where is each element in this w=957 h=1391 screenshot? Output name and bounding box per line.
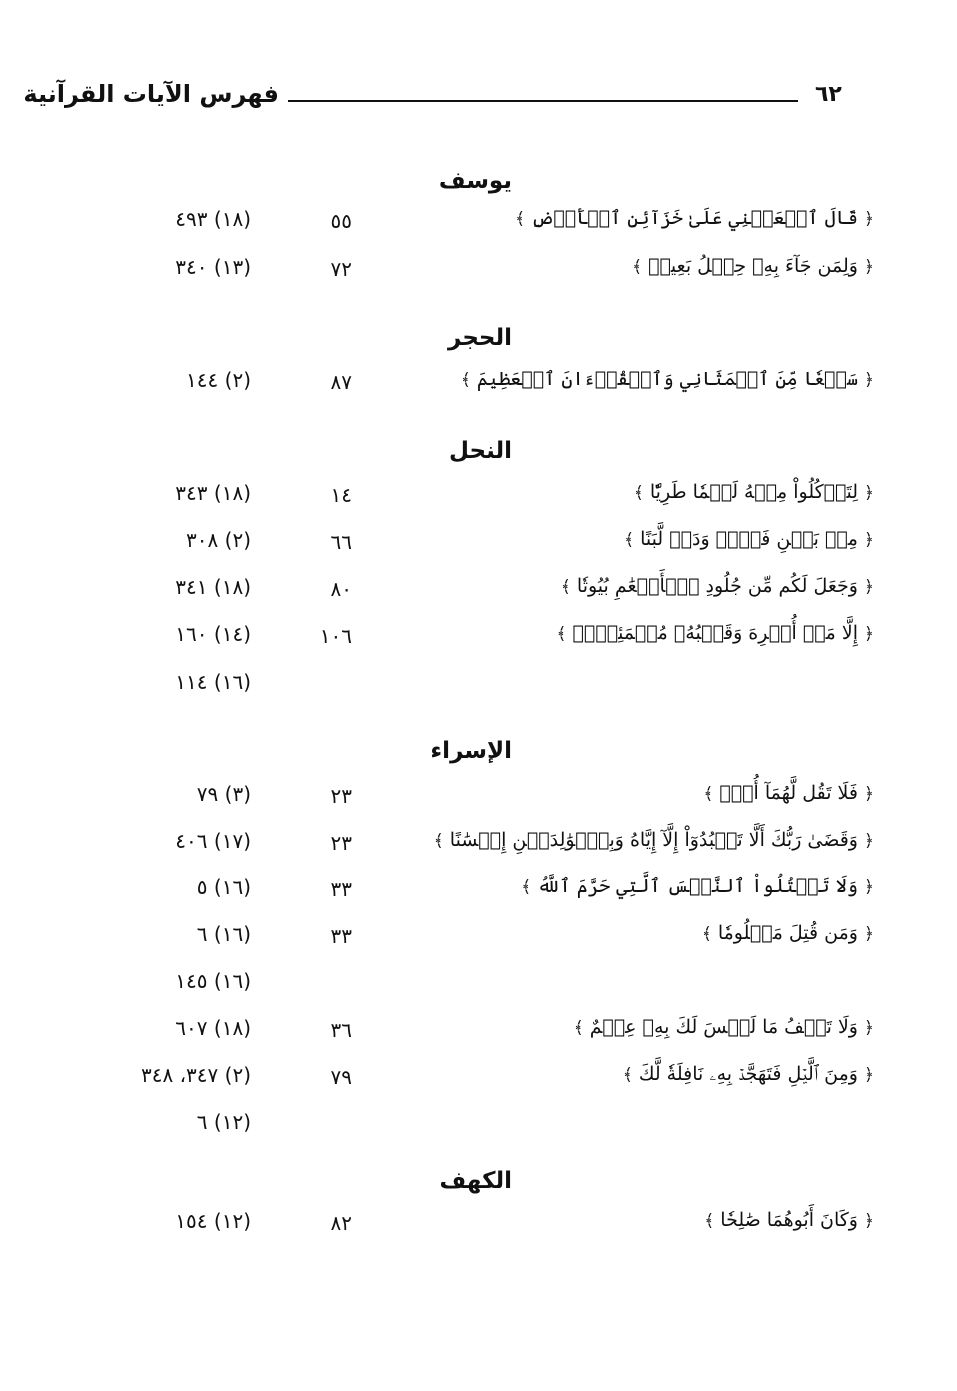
page-reference: (١٨) ٤٩٣ [175,207,251,231]
page-reference: (١٨) ٣٤٣ [175,481,251,505]
surah-title-yusuf: يوسف [438,168,512,194]
aya-number: ٧٩ [330,1065,352,1089]
verse-text [632,255,874,277]
open-bracket: ﴿ [864,1018,874,1038]
verse-text [703,782,874,804]
page-reference: (١٦) ١١٤ [175,670,251,694]
close-bracket: ﴾ [704,1211,715,1231]
verse-words: وَلَا تَقۡتُلُواْ ٱلنَّفۡسَ ٱلَّتِي حَرَّمَ ٱللَّهُ [537,875,858,897]
open-bracket: ﴿ [864,577,874,597]
verse-text [557,622,875,644]
verse-words: قَالَ ٱجۡعَلۡنِي عَلَىٰ خَزَآئِنِ ٱلۡأَرۡضِ [531,207,858,229]
open-bracket: ﴿ [864,924,874,944]
verse-words: فَلَا تَقُل لَّهُمَآ أُفّٖ [719,782,858,804]
verse-words: سَبۡعٗا مِّنَ ٱلۡمَثَانِي وَٱلۡقُرۡءَانَ ٱلۡعَظِيمَ [476,368,858,390]
open-bracket: ﴿ [864,831,874,851]
aya-number: ٢٣ [330,784,352,808]
verse-words: وَلَا تَقۡفُ مَا لَيۡسَ لَكَ بِهِۦ عِلۡمٌ [589,1016,858,1038]
close-bracket: ﴾ [624,530,635,550]
surah-title-isra: الإسراء [430,738,512,764]
verse-text [461,368,874,390]
aya-number: ٥٥ [330,209,352,233]
open-bracket: ﴿ [864,784,874,804]
open-bracket: ﴿ [864,1065,874,1085]
page-reference: (١٤) ١٦٠ [175,622,251,646]
page-reference: (٢) ١٤٤ [186,368,251,392]
page-number: ٦٢ [815,82,842,107]
aya-number: ١٠٦ [319,624,352,648]
verse-words: وَجَعَلَ لَكُم مِّن جُلُودِ ٱلۡأَنۡعَٰمِ بُيُوتٗا [576,575,858,597]
page-reference: (١٦) ٥ [196,875,251,899]
close-bracket: ﴾ [556,624,567,644]
close-bracket: ﴾ [633,483,644,503]
close-bracket: ﴾ [460,370,471,390]
aya-number: ٨٧ [330,370,352,394]
page-reference: (١٨) ٣٤١ [175,575,251,599]
aya-number: ١٤ [330,483,352,507]
open-bracket: ﴿ [864,877,874,897]
page-reference: (٣) ٧٩ [196,782,251,806]
close-bracket: ﴾ [433,831,444,851]
surah-title-nahl: النحل [448,438,512,464]
open-bracket: ﴿ [864,530,874,550]
verse-text [704,1209,874,1231]
open-bracket: ﴿ [864,483,874,503]
verse-text [434,829,874,851]
verse-words: وَلِمَن جَآءَ بِهِۦ حِمۡلُ بَعِيرٖ [648,255,858,277]
verse-words: مِنۢ بَيۡنِ فَرۡثٖ وَدَمٖ لَّبَنًا [640,528,858,550]
verse-text [561,575,874,597]
close-bracket: ﴾ [703,784,714,804]
page-reference: (١٨) ٦٠٧ [175,1016,251,1040]
close-bracket: ﴾ [701,924,712,944]
verse-text [702,922,874,944]
header-rule [288,100,798,102]
aya-number: ٨٠ [330,577,352,601]
verse-words: وَمِنَ ٱلَّيۡلِ فَتَهَجَّدۡ بِهِۦ نَافِلَةٗ لَّكَ [638,1063,858,1085]
verse-text [624,528,874,550]
surah-title-hijr: الحجر [448,325,512,351]
page-reference: (١٦) ٦ [196,922,251,946]
close-bracket: ﴾ [560,577,571,597]
open-bracket: ﴿ [864,209,874,229]
close-bracket: ﴾ [515,209,526,229]
verse-text [634,481,874,503]
close-bracket: ﴾ [521,877,532,897]
aya-number: ٣٦ [330,1018,352,1042]
aya-number: ٧٢ [330,257,352,281]
open-bracket: ﴿ [864,1211,874,1231]
close-bracket: ﴾ [632,257,643,277]
aya-number: ٣٣ [330,924,352,948]
verse-text [623,1063,874,1085]
verse-words: لِتَأۡكُلُواْ مِنۡهُ لَحۡمٗا طَرِيّٗا [649,481,858,503]
open-bracket: ﴿ [864,257,874,277]
verse-text [574,1016,874,1038]
aya-number: ٦٦ [330,530,352,554]
verse-words: إِلَّا مَنۡ أُكۡرِهَ وَقَلۡبُهُۥ مُطۡمَئِنُّۢ [572,622,858,644]
page-reference: (١٧) ٤٠٦ [175,829,251,853]
page-reference: (١٢) ١٥٤ [175,1209,251,1233]
aya-number: ٣٣ [330,877,352,901]
open-bracket: ﴿ [864,370,874,390]
verse-text [515,207,874,229]
open-bracket: ﴿ [864,624,874,644]
aya-number: ٢٣ [330,831,352,855]
running-header-title: فهرس الآيات القرآنية [23,80,279,108]
close-bracket: ﴾ [622,1065,633,1085]
close-bracket: ﴾ [573,1018,584,1038]
page-reference: (٢) ٣٤٧، ٣٤٨ [140,1063,251,1087]
page-reference: (٢) ٣٠٨ [186,528,251,552]
page-reference: (١٦) ١٤٥ [175,969,251,993]
verse-words: وَمَن قُتِلَ مَظۡلُومٗا [717,922,858,944]
verse-text [521,875,874,897]
aya-number: ٨٢ [330,1211,352,1235]
surah-title-kahf: الكهف [439,1168,512,1194]
verse-words: وَكَانَ أَبُوهُمَا صَٰلِحٗا [720,1209,858,1231]
page-reference: (١٢) ٦ [196,1110,251,1134]
page-reference: (١٣) ٣٤٠ [175,255,251,279]
verse-words: وَقَضَىٰ رَبُّكَ أَلَّا تَعۡبُدُوٓاْ إِلَّآ إِيَّاهُ وَبِٱلۡوَٰلِدَيۡنِ إِحۡسَٰنًا [449,829,858,851]
